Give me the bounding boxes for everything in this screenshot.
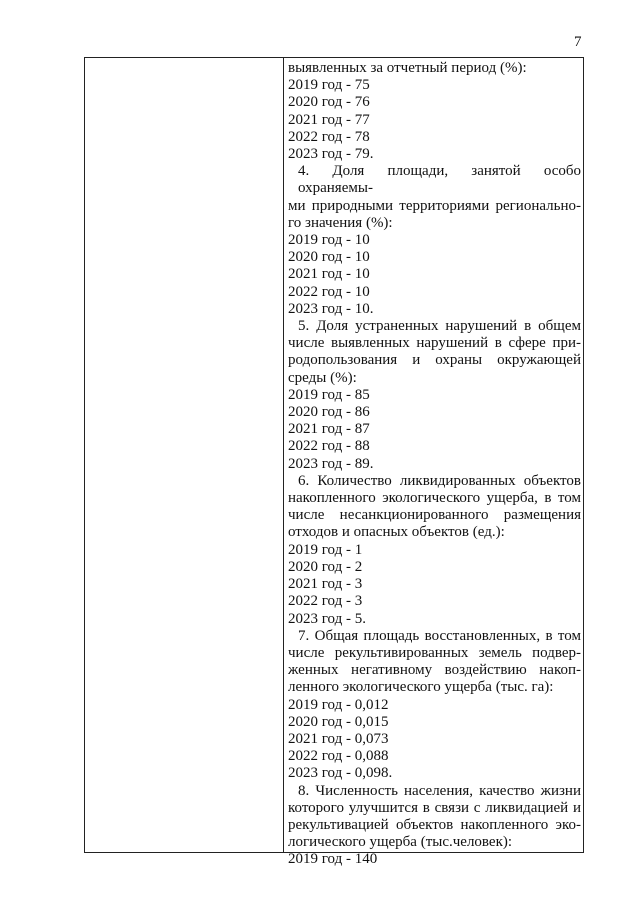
text-line: 2022 год - 0,088: [288, 748, 389, 765]
text-line: ленного экологического ущерба (тыс. га):: [288, 679, 554, 696]
text-line: 2022 год - 10: [288, 283, 370, 300]
text-line: го значения (%):: [288, 214, 393, 231]
text-line: 2020 год - 86: [288, 404, 370, 421]
text-line: 2019 год - 85: [288, 386, 370, 403]
document-table: [84, 57, 584, 868]
text-line: 2022 год - 78: [288, 128, 370, 145]
text-line: 4. Доля площади, занятой особо охраняемы-: [298, 163, 581, 197]
table-left-cell: [85, 58, 284, 852]
text-line: женных негативному воздействию накоп-: [288, 662, 581, 679]
text-line: 2020 год - 76: [288, 94, 370, 111]
text-line: 2019 год - 1: [288, 541, 363, 558]
text-line: числе выявленных нарушений в сфере при-: [288, 335, 581, 352]
text-line: рекультивацией объектов накопленного эко-: [288, 816, 581, 833]
text-line: числе несанкционированного размещения: [288, 507, 581, 524]
text-line: 2023 год - 5.: [288, 610, 366, 627]
text-line: которого улучшится в связи с ликвидацией и: [288, 799, 581, 816]
text-line: 2022 год - 88: [288, 438, 370, 455]
text-line: 2021 год - 0,073: [288, 730, 389, 747]
text-line: накопленного экологического ущерба, в том: [288, 490, 581, 507]
text-line: 6. Количество ликвидированных объектов: [298, 472, 581, 489]
text-line: 2020 год - 10: [288, 249, 370, 266]
text-line: родопользования и охраны окружающей: [288, 352, 581, 369]
text-line: 2021 год - 77: [288, 111, 370, 128]
text-line: 8. Численность населения, качество жизни: [298, 782, 581, 799]
text-line: 2023 год - 10.: [288, 300, 374, 317]
text-line: 2021 год - 10: [288, 266, 370, 283]
text-line: 7. Общая площадь восстановленных, в том: [298, 627, 581, 644]
text-line: 2021 год - 87: [288, 421, 370, 438]
text-line: 2021 год - 3: [288, 576, 363, 593]
text-line: 2019 год - 0,012: [288, 696, 389, 713]
text-line: 2019 год - 75: [288, 77, 370, 94]
text-line: 2023 год - 79.: [288, 146, 374, 163]
text-line: числе рекультивированных земель подвер-: [288, 644, 581, 661]
text-line: среды (%):: [288, 369, 357, 386]
page-number: 7: [574, 34, 582, 50]
text-line: выявленных за отчетный период (%):: [288, 60, 527, 76]
text-line: отходов и опасных объектов (ед.):: [288, 524, 505, 541]
text-line: 2022 год - 3: [288, 593, 363, 610]
text-line: 2019 год - 10: [288, 232, 370, 249]
text-line: 2020 год - 0,015: [288, 713, 389, 730]
text-line: 2020 год - 2: [288, 558, 363, 575]
text-line: 5. Доля устраненных нарушений в общем: [298, 318, 581, 335]
text-line: 2019 год - 140: [288, 851, 378, 868]
text-line: ми природными территориями регионально-: [288, 197, 581, 214]
text-line: логического ущерба (тыс.человек):: [288, 834, 513, 851]
text-line: 2023 год - 89.: [288, 455, 374, 472]
table-right-cell: [284, 58, 583, 868]
text-line: 2023 год - 0,098.: [288, 765, 393, 782]
